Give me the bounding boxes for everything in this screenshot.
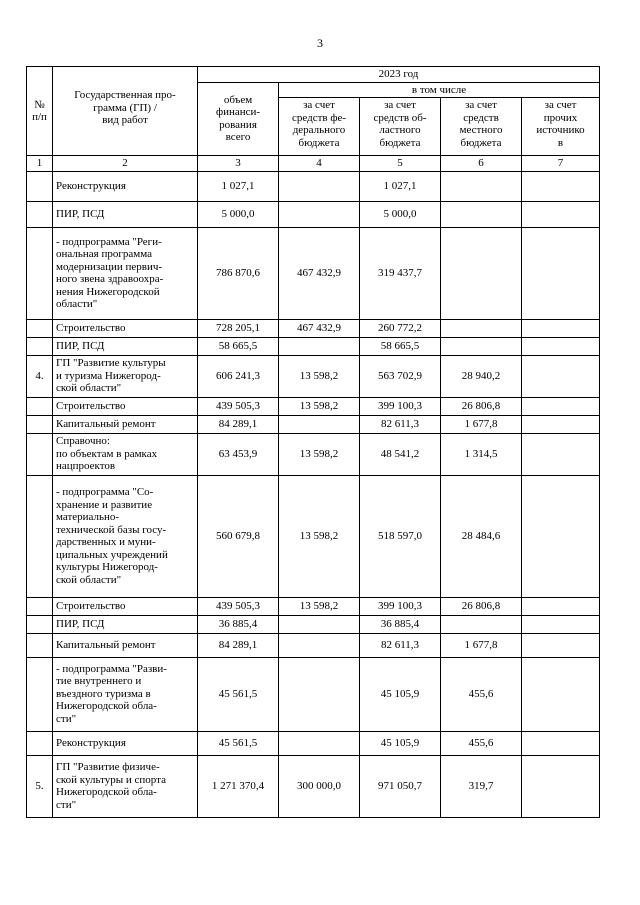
row-regional: 399 100,3 — [360, 397, 441, 415]
row-federal — [279, 171, 360, 201]
row-regional: 1 027,1 — [360, 171, 441, 201]
table-row — [27, 657, 600, 731]
row-regional: 45 105,9 — [360, 657, 441, 731]
row-other — [522, 433, 600, 475]
row-name: - подпрограмма "Со- хранение и развитие материально- технической базы госу- дарственных и муни- ципальных учреждений культуры Нижегород- ской области" — [53, 475, 198, 597]
row-local — [441, 201, 522, 227]
row-number — [27, 657, 53, 731]
row-other — [522, 475, 600, 597]
row-total: 439 505,3 — [198, 397, 279, 415]
row-number: 4. — [27, 355, 53, 397]
row-total: 58 665,5 — [198, 337, 279, 355]
row-name: Справочно: по объектам в рамках нацпроектов — [53, 433, 198, 475]
row-local: 455,6 — [441, 657, 522, 731]
row-number — [27, 415, 53, 433]
row-regional: 5 000,0 — [360, 201, 441, 227]
row-other — [522, 633, 600, 657]
table-row — [27, 319, 600, 337]
row-local: 26 806,8 — [441, 597, 522, 615]
financing-table — [26, 66, 600, 818]
table-row — [27, 755, 600, 817]
row-local: 319,7 — [441, 755, 522, 817]
row-other — [522, 227, 600, 319]
row-total: 560 679,8 — [198, 475, 279, 597]
row-number — [27, 319, 53, 337]
row-name: Реконструкция — [53, 731, 198, 755]
header-program: Государственная про- грамма (ГП) / вид работ — [53, 67, 198, 156]
row-other — [522, 355, 600, 397]
header-total: объем финанси- рования всего — [198, 82, 279, 156]
row-regional: 260 772,2 — [360, 319, 441, 337]
header-local: за счет средств местного бюджета — [441, 98, 522, 156]
row-other — [522, 415, 600, 433]
row-federal — [279, 731, 360, 755]
row-local: 1 677,8 — [441, 415, 522, 433]
row-name: Строительство — [53, 397, 198, 415]
table-row — [27, 475, 600, 597]
row-federal: 13 598,2 — [279, 597, 360, 615]
row-regional: 518 597,0 — [360, 475, 441, 597]
row-total: 5 000,0 — [198, 201, 279, 227]
row-total: 36 885,4 — [198, 615, 279, 633]
row-local — [441, 615, 522, 633]
row-other — [522, 755, 600, 817]
row-local: 455,6 — [441, 731, 522, 755]
row-local — [441, 337, 522, 355]
table-row — [27, 433, 600, 475]
header-year: 2023 год — [198, 67, 600, 83]
row-federal — [279, 415, 360, 433]
header-no: № п/п — [27, 67, 53, 156]
row-federal: 300 000,0 — [279, 755, 360, 817]
table-row — [27, 731, 600, 755]
header-including: в том числе — [279, 82, 600, 98]
column-number: 4 — [279, 156, 360, 172]
table-row — [27, 597, 600, 615]
row-name: ГП "Развитие культуры и туризма Нижегород- ской области" — [53, 355, 198, 397]
row-other — [522, 201, 600, 227]
row-other — [522, 397, 600, 415]
row-name: ГП "Развитие физиче- ской культуры и спорта Нижегородской обла- сти" — [53, 755, 198, 817]
table-row — [27, 171, 600, 201]
row-total: 84 289,1 — [198, 633, 279, 657]
row-regional: 563 702,9 — [360, 355, 441, 397]
row-number — [27, 597, 53, 615]
row-other — [522, 337, 600, 355]
row-total: 45 561,5 — [198, 731, 279, 755]
row-federal: 13 598,2 — [279, 475, 360, 597]
row-regional: 36 885,4 — [360, 615, 441, 633]
row-regional: 82 611,3 — [360, 415, 441, 433]
row-regional: 319 437,7 — [360, 227, 441, 319]
row-other — [522, 657, 600, 731]
row-number — [27, 475, 53, 597]
row-name: ПИР, ПСД — [53, 201, 198, 227]
row-name: Реконструкция — [53, 171, 198, 201]
column-number: 1 — [27, 156, 53, 172]
row-name: - подпрограмма "Реги- ональная программа модернизации первич- ного звена здравоохра- нения Нижегородской области" — [53, 227, 198, 319]
table-row — [27, 337, 600, 355]
table-row — [27, 397, 600, 415]
row-other — [522, 615, 600, 633]
row-federal — [279, 657, 360, 731]
row-regional: 45 105,9 — [360, 731, 441, 755]
row-total: 786 870,6 — [198, 227, 279, 319]
row-regional: 971 050,7 — [360, 755, 441, 817]
row-local — [441, 319, 522, 337]
column-number: 3 — [198, 156, 279, 172]
row-local: 26 806,8 — [441, 397, 522, 415]
row-number: 5. — [27, 755, 53, 817]
row-total: 63 453,9 — [198, 433, 279, 475]
row-other — [522, 171, 600, 201]
column-number: 6 — [441, 156, 522, 172]
row-number — [27, 201, 53, 227]
table-row — [27, 227, 600, 319]
column-number: 7 — [522, 156, 600, 172]
table-row — [27, 615, 600, 633]
row-name: Капитальный ремонт — [53, 633, 198, 657]
row-total: 606 241,3 — [198, 355, 279, 397]
row-number — [27, 337, 53, 355]
row-federal: 13 598,2 — [279, 433, 360, 475]
header-federal: за счет средств фе- дерального бюджета — [279, 98, 360, 156]
row-total: 84 289,1 — [198, 415, 279, 433]
row-number — [27, 731, 53, 755]
row-local: 28 484,6 — [441, 475, 522, 597]
row-name: Капитальный ремонт — [53, 415, 198, 433]
row-federal — [279, 633, 360, 657]
row-number — [27, 615, 53, 633]
row-local: 1 314,5 — [441, 433, 522, 475]
row-other — [522, 731, 600, 755]
row-other — [522, 597, 600, 615]
row-name: Строительство — [53, 597, 198, 615]
row-name: - подпрограмма "Разви- тие внутреннего и въездного туризма в Нижегородской обла- сти" — [53, 657, 198, 731]
row-federal: 467 432,9 — [279, 319, 360, 337]
row-total: 1 027,1 — [198, 171, 279, 201]
table-row — [27, 355, 600, 397]
row-name: Строительство — [53, 319, 198, 337]
row-federal: 13 598,2 — [279, 397, 360, 415]
row-total: 728 205,1 — [198, 319, 279, 337]
row-number — [27, 171, 53, 201]
row-total: 1 271 370,4 — [198, 755, 279, 817]
row-number — [27, 227, 53, 319]
row-number — [27, 633, 53, 657]
row-federal — [279, 337, 360, 355]
row-name: ПИР, ПСД — [53, 337, 198, 355]
row-number — [27, 433, 53, 475]
row-regional: 82 611,3 — [360, 633, 441, 657]
header-regional: за счет средств об- ластного бюджета — [360, 98, 441, 156]
table-row — [27, 201, 600, 227]
row-name: ПИР, ПСД — [53, 615, 198, 633]
row-local — [441, 171, 522, 201]
row-federal: 13 598,2 — [279, 355, 360, 397]
row-federal — [279, 201, 360, 227]
column-number: 5 — [360, 156, 441, 172]
row-regional: 399 100,3 — [360, 597, 441, 615]
row-number — [27, 397, 53, 415]
row-other — [522, 319, 600, 337]
row-total: 45 561,5 — [198, 657, 279, 731]
row-regional: 58 665,5 — [360, 337, 441, 355]
row-total: 439 505,3 — [198, 597, 279, 615]
row-local: 1 677,8 — [441, 633, 522, 657]
row-federal: 467 432,9 — [279, 227, 360, 319]
row-federal — [279, 615, 360, 633]
row-regional: 48 541,2 — [360, 433, 441, 475]
row-local — [441, 227, 522, 319]
header-other: за счет прочих источнико в — [522, 98, 600, 156]
page-number: 3 — [317, 36, 323, 50]
row-local: 28 940,2 — [441, 355, 522, 397]
column-number: 2 — [53, 156, 198, 172]
table-row — [27, 415, 600, 433]
table-row — [27, 633, 600, 657]
